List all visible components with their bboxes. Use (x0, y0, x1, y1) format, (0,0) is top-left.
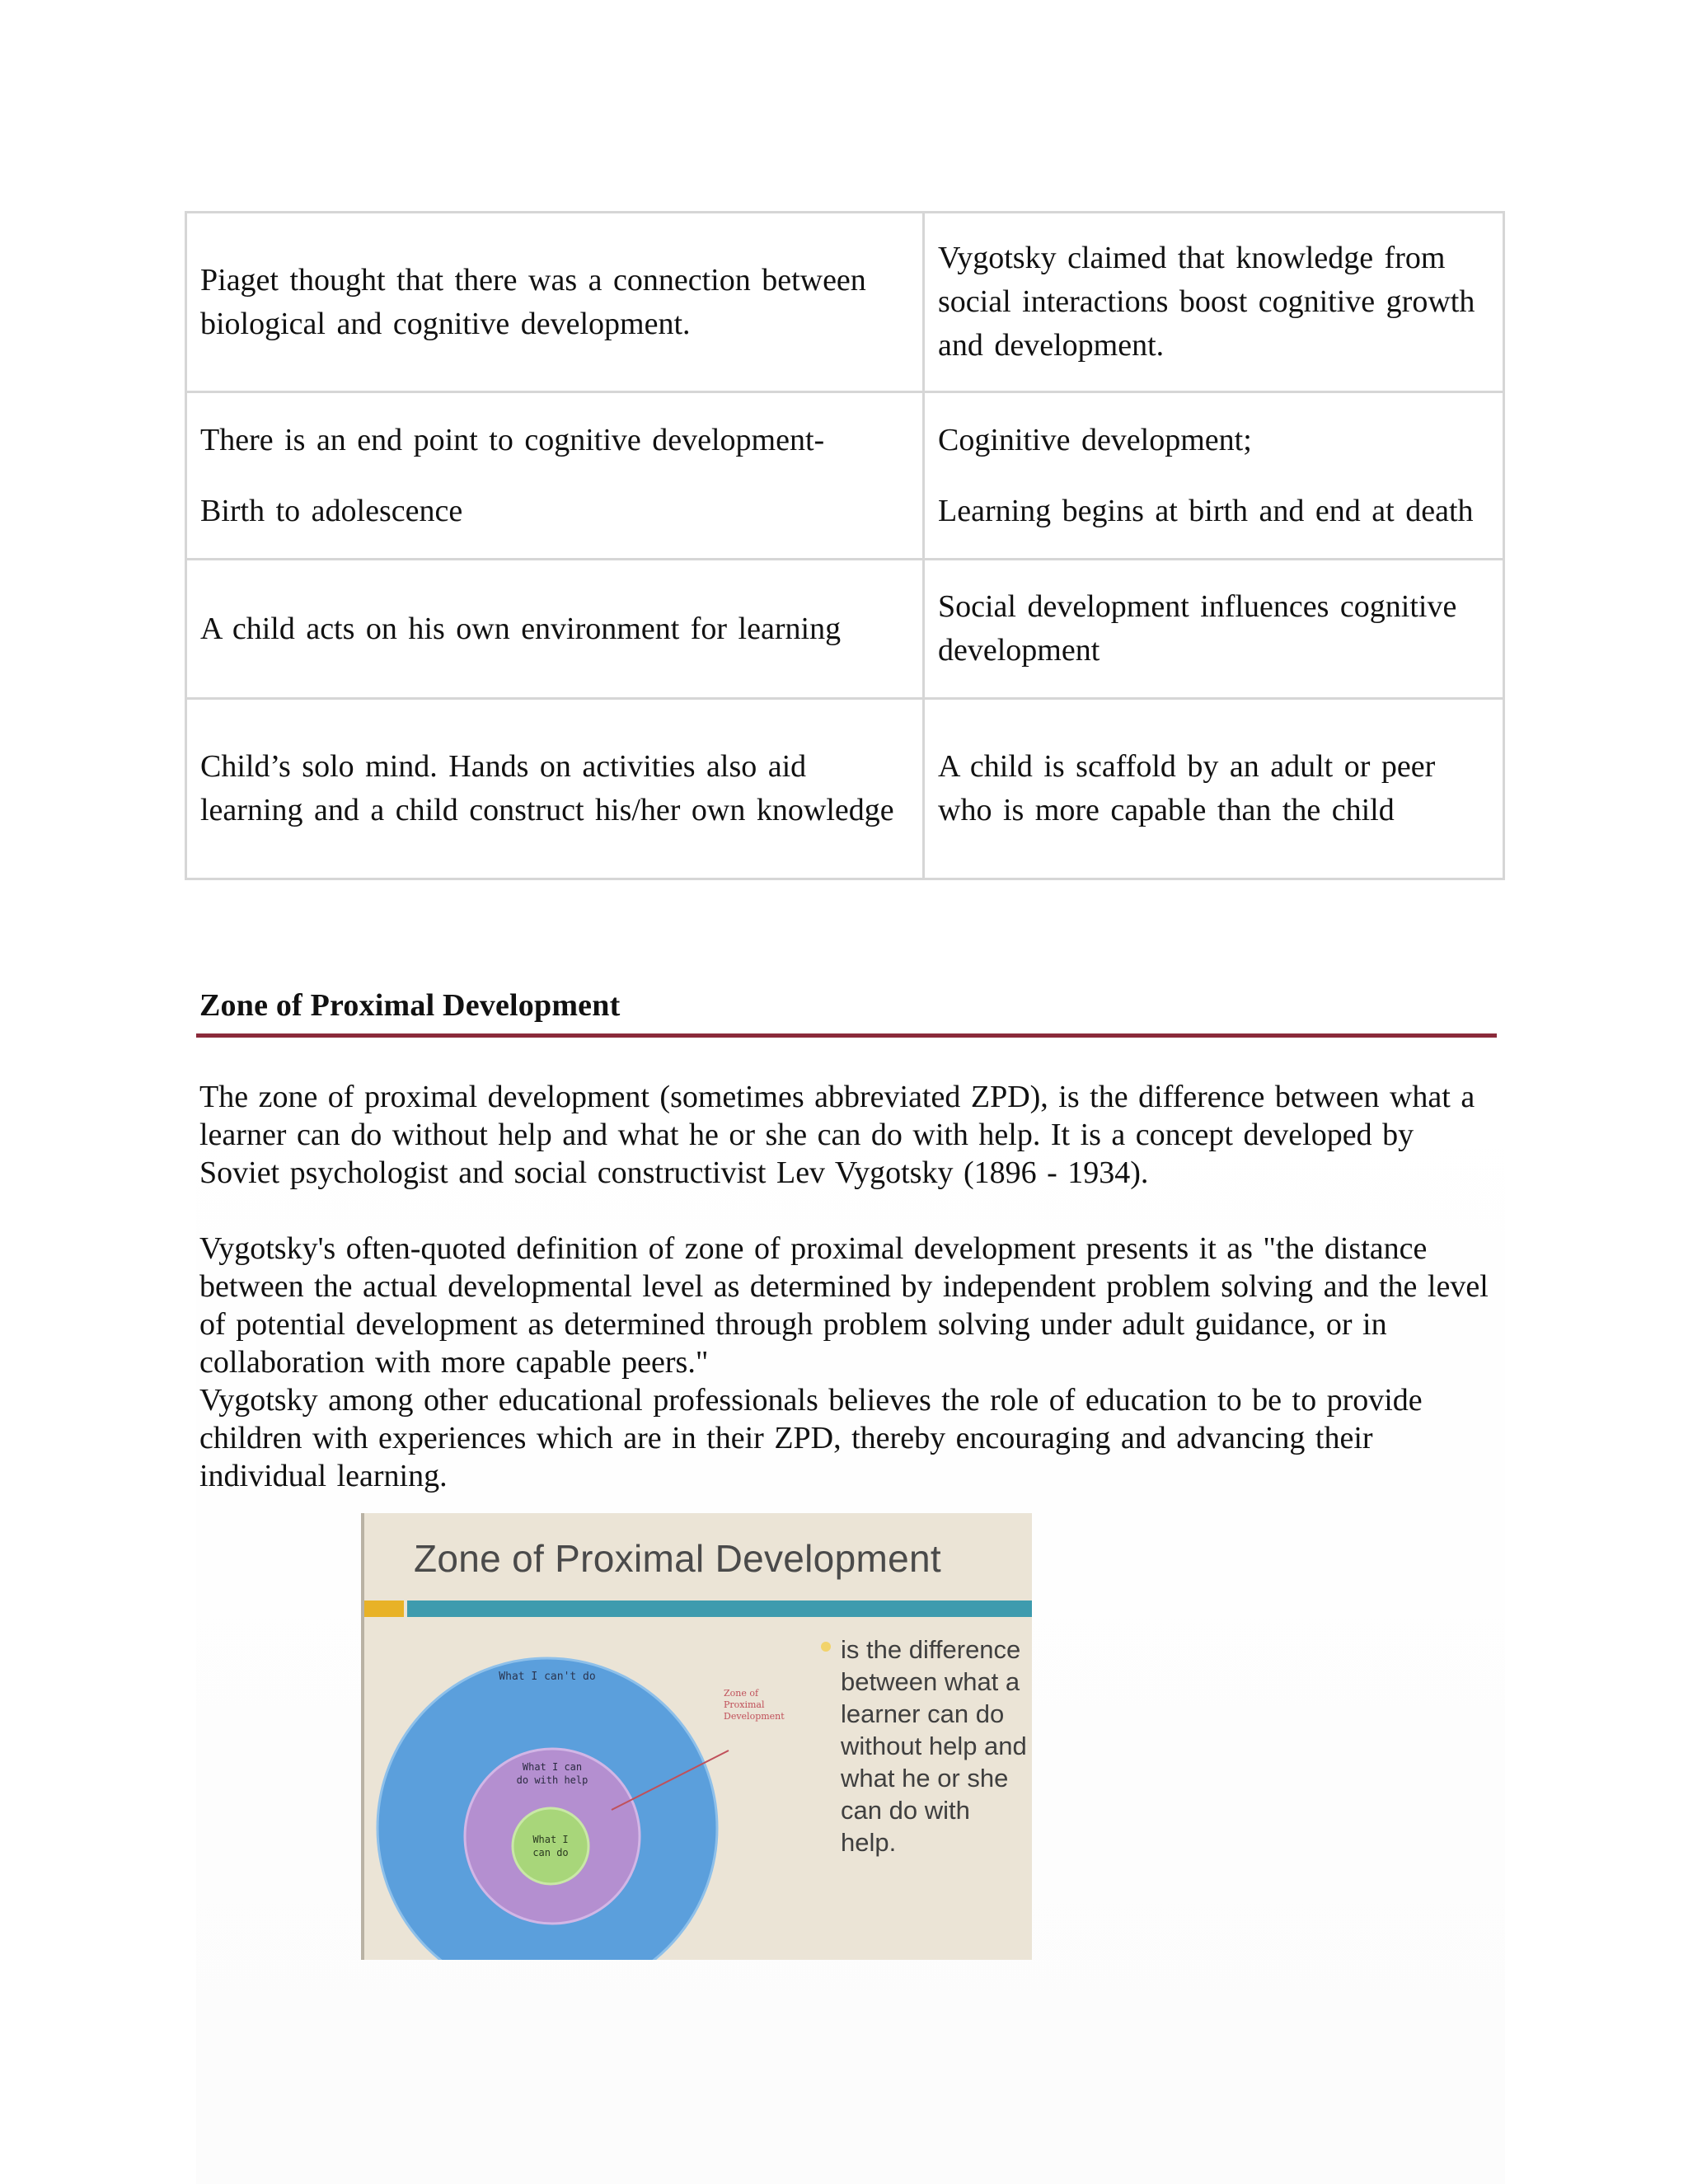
middle-circle-label-line1: What I can (522, 1761, 583, 1773)
table-row (186, 560, 1504, 699)
paragraph-vygotsky-quote: Vygotsky's often-quoted definition of zone of proximal development presents it as "the distance between the actual developmental level as determined by independent problem solving and the level of potential development as determined through problem solving under adult guidance, or in collaboration with more capable peers." (199, 1231, 1489, 1380)
section-heading: Zone of Proximal Development (199, 988, 621, 1023)
heading-divider (196, 1033, 1497, 1038)
piaget-cell (186, 392, 924, 560)
vygotsky-cell (924, 560, 1504, 699)
piaget-vygotsky-comparison-table (185, 211, 1505, 880)
zpd-slide-figure (361, 1513, 1032, 1960)
paragraph-zpd-definition: The zone of proximal development (sometimes abbreviated ZPD), is the difference between what a learner can do without help and what he or she can do with help. It is a concept developed by Soviet psychologist and social constructivist Lev Vygotsky (1896 - 1934). (199, 1080, 1475, 1190)
inner-circle-label-line1: What I (532, 1834, 569, 1845)
cell-text: Child’s solo mind. Hands on activities also aid learning and a child construct his/her own knowledge (200, 749, 894, 827)
cell-text: There is an end point to cognitive development- (200, 422, 825, 457)
bullet-icon (821, 1642, 831, 1652)
cell-text: Social development influences cognitive development (938, 589, 1457, 668)
cell-text: A child is scaffold by an adult or peer who is more capable than the child (938, 749, 1436, 827)
vygotsky-cell (924, 213, 1504, 392)
slide-title: Zone of Proximal Development (414, 1537, 941, 1580)
callout-label-line2: Proximal (724, 1699, 765, 1710)
callout-label-line1: Zone of (724, 1688, 759, 1699)
middle-circle-label-line2: do with help (516, 1774, 588, 1786)
piaget-cell (186, 560, 924, 699)
outer-circle-label: What I can't do (499, 1671, 596, 1683)
cell-text: Birth to adolescence (200, 493, 463, 528)
cell-text: Vygotsky claimed that knowledge from social interactions boost cognitive growth and development. (938, 241, 1475, 363)
callout-label-line3: Development (724, 1711, 785, 1722)
table-row (186, 699, 1504, 879)
paragraph-education-role: Vygotsky among other educational professionals believes the role of education to be to provide children with experiences which are in their ZPD, thereby encouraging and advancing their individual learning. (199, 1383, 1423, 1493)
table-row (186, 392, 1504, 560)
vygotsky-cell (924, 699, 1504, 879)
cell-text: Coginitive development; (938, 422, 1252, 457)
inner-circle (513, 1808, 588, 1884)
inner-circle-label-line2: can do (532, 1847, 569, 1858)
cell-text: A child acts on his own environment for learning (200, 611, 842, 646)
piaget-cell (186, 699, 924, 879)
table-row (186, 213, 1504, 392)
cell-text: Piaget thought that there was a connection between biological and cognitive development. (200, 262, 866, 341)
vygotsky-cell (924, 392, 1504, 560)
piaget-cell (186, 213, 924, 392)
cell-text: Learning begins at birth and end at death (938, 493, 1474, 528)
slide-bullet-text: is the difference between what a learner can do without help and what he or she can do with help. (841, 1635, 1027, 1857)
